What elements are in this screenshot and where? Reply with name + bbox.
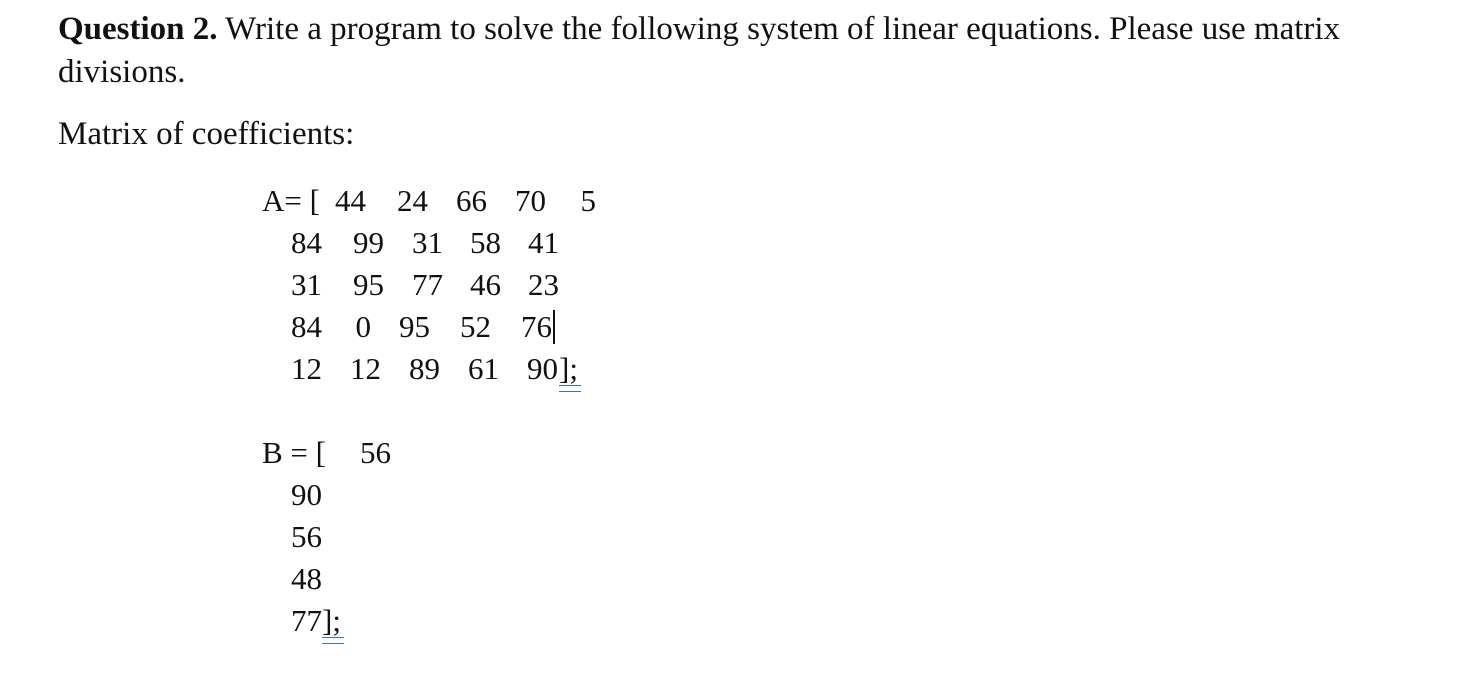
matrix-a-cell: 12 [291,351,322,386]
matrix-a-cell: 31 [291,267,322,302]
question-text [58,8,1418,94]
matrix-a-cell: 84 [291,225,322,260]
matrix-a-cell: 95 [353,267,384,302]
matrix-b-closing: ]; [322,603,341,638]
matrix-a-cell: 46 [470,267,501,302]
coefficients-heading: Matrix of coefficients: [58,116,355,152]
matrix-a-cell: 44 [335,183,366,218]
matrix-a-cell: 89 [409,351,440,386]
matrix-a-cell: 41 [528,225,559,260]
matrix-b-cell: 90 [291,477,322,512]
matrix-a-cell: 76 [521,309,552,344]
spellcheck-underline [559,385,581,392]
matrix-a-cell: 95 [399,309,430,344]
matrix-a-cell: 5 [580,183,596,218]
matrix-b-cell: 48 [291,561,322,596]
matrix-a-cell: 66 [456,183,487,218]
matrix-a-cell: 12 [350,351,381,386]
matrix-a-cell: 23 [528,267,559,302]
question-label: Question 2. [58,11,218,47]
question-body: Write a program to solve the following system of linear equations. Please use matrix divisions. [58,11,1341,90]
matrix-a-closing: ]; [559,351,578,386]
matrix-a-cell: 52 [460,309,491,344]
matrix-a-label: A= [ [262,183,320,218]
matrix-a-cell: 31 [412,225,443,260]
matrix-b-cell: 77 [291,603,322,638]
matrix-a-cell: 70 [515,183,546,218]
matrix-a-cell: 58 [470,225,501,260]
matrix-a-cell: 77 [412,267,443,302]
matrix-a-cell: 24 [397,183,428,218]
matrix-a-cell: 99 [353,225,384,260]
matrix-a-cell: 61 [468,351,499,386]
text-cursor [553,310,555,344]
matrix-a-cell: 90 [527,351,558,386]
matrix-b-cell: 56 [360,435,391,470]
spellcheck-underline [322,637,344,644]
matrix-a-cell: 0 [355,309,371,344]
matrix-a-cell: 84 [291,309,322,344]
matrix-b-cell: 56 [291,519,322,554]
matrix-b-label: B = [ [262,435,326,470]
